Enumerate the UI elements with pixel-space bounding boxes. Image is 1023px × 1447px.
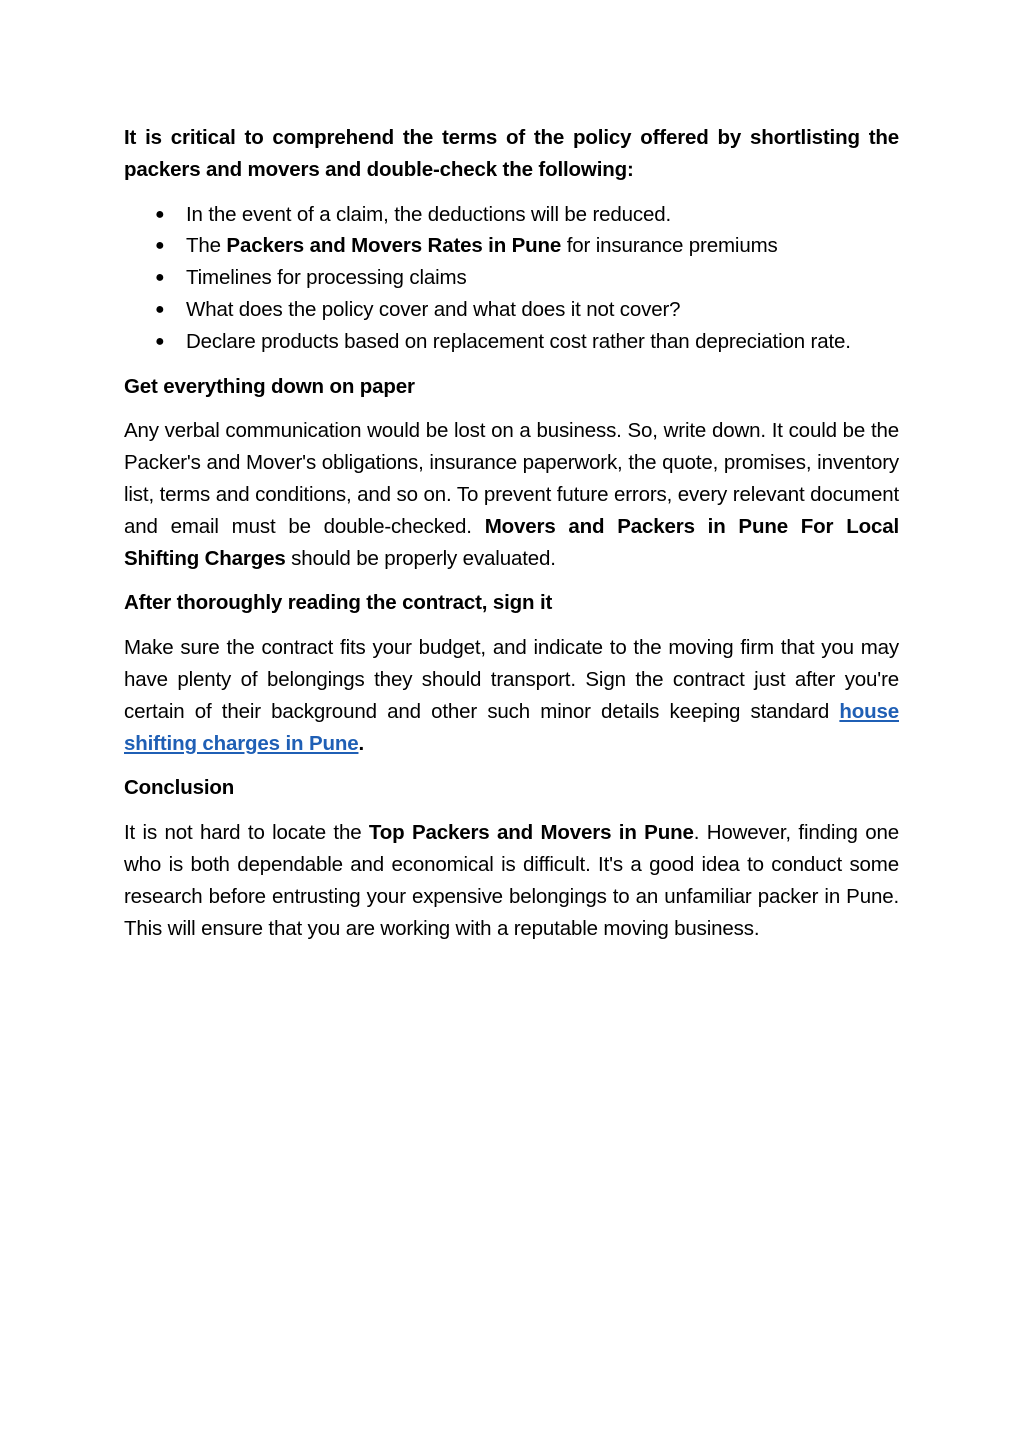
paragraph-text: Any verbal communication would be lost on a business. So, write down. It could be the Packer's and Mover's obligations, insurance paperwork, the quote, promises, inventory list, terms and conditions, and so on. To prevent future errors, every relevant document and email must be double-checked.: [124, 419, 899, 538]
list-item: [124, 262, 899, 294]
bullet-icon: ●: [155, 237, 165, 255]
paragraph-text: Make sure the contract fits your budget, and indicate to the moving firm that you may have plenty of belongings they should transport. Sign the contract just after you're certain of their background and other such minor details keeping standard: [124, 636, 899, 723]
list-item-text: The: [186, 234, 227, 258]
document-page: [124, 122, 899, 957]
list-item: [124, 294, 899, 326]
section-paragraph-contract: [124, 632, 899, 759]
paragraph-bold-text: Top Packers and Movers in Pune: [368, 821, 694, 845]
list-item-text: for insurance premiums: [561, 234, 778, 258]
paragraph-bold-text: .: [358, 731, 365, 755]
list-item-text: Declare products based on replacement cost rather than depreciation rate.: [186, 329, 851, 353]
list-item-text: In the event of a claim, the deductions will be reduced.: [186, 202, 672, 226]
section-paragraph-paper: [124, 415, 899, 574]
paragraph-text: should be properly evaluated.: [285, 546, 556, 570]
bullet-icon: ●: [155, 205, 165, 223]
list-item: [124, 230, 899, 262]
intro-paragraph: It is critical to comprehend the terms of the policy offered by shortlisting the packers and movers and double-check the following:: [124, 126, 899, 181]
section-heading-conclusion: Conclusion: [124, 776, 235, 800]
list-item-bold-text: Packers and Movers Rates in Pune: [226, 234, 562, 258]
section-paragraph-conclusion: [124, 817, 899, 944]
bullet-icon: ●: [155, 300, 165, 318]
list-item-text: What does the policy cover and what does it not cover?: [186, 297, 681, 321]
section-heading-contract: After thoroughly reading the contract, sign it: [124, 591, 553, 615]
checklist: [124, 199, 899, 358]
list-item: [124, 326, 899, 358]
list-item: [124, 199, 899, 231]
list-item-text: Timelines for processing claims: [186, 266, 467, 290]
section-heading-paper: Get everything down on paper: [124, 374, 415, 398]
bullet-icon: ●: [155, 269, 165, 287]
paragraph-text: . However, finding one who is both dependable and economical is difficult. It's a good idea to conduct some research before entrusting your expensive belongings to an unfamiliar packer in Pune. This will ensure that you are working with a reputable moving business.: [124, 821, 899, 940]
paragraph-text: It is not hard to locate the: [124, 821, 369, 845]
house-shifting-charges-link[interactable]: house shifting charges in Pune: [124, 699, 899, 755]
bullet-icon: ●: [155, 332, 165, 350]
paragraph-bold-text: Movers and Packers in Pune For Local Shifting Charges: [124, 514, 899, 570]
